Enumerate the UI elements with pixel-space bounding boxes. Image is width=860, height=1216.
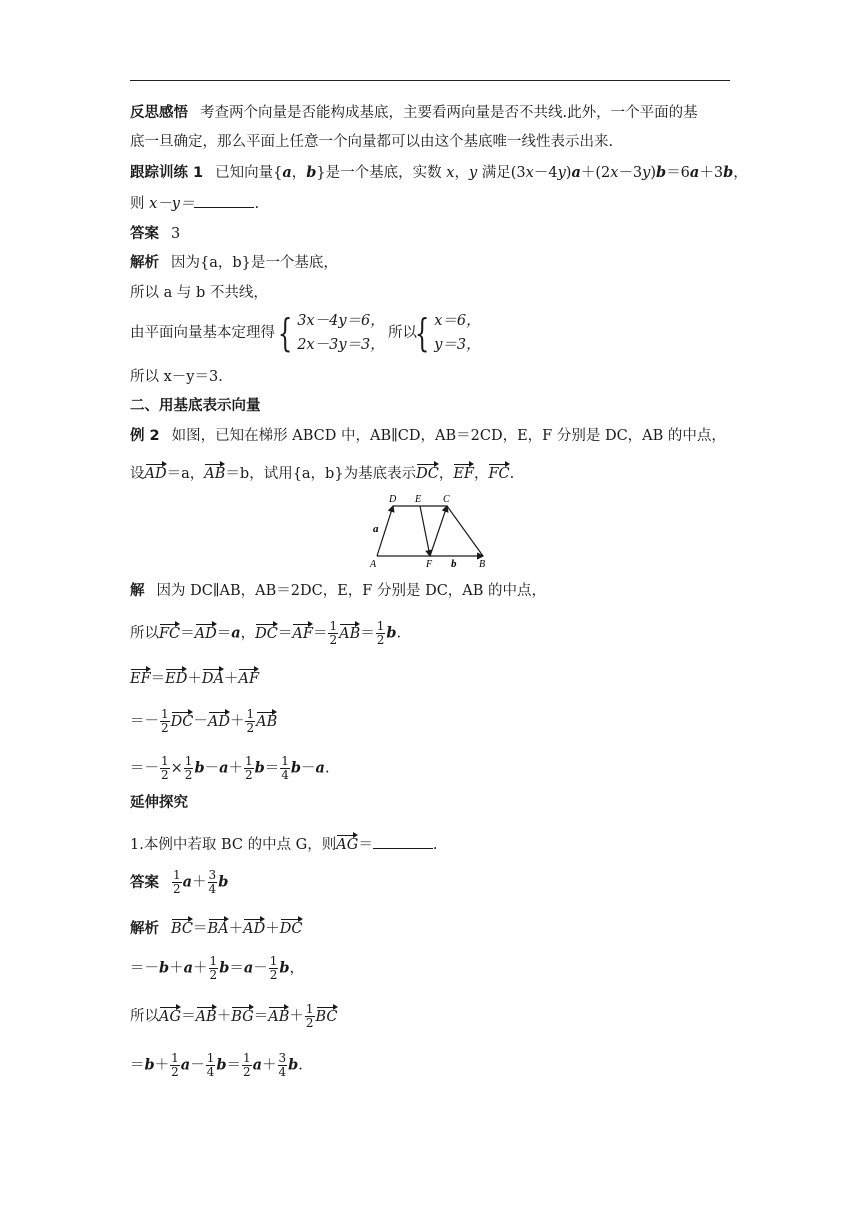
analysis-text: 所以 x－y＝3. (130, 369, 223, 385)
vector-AB: AB (204, 462, 225, 484)
extension-question-1: 1.本例中若取 BC 的中点 G，则AG＝ . (130, 833, 437, 855)
system-row: y＝3， (434, 337, 481, 353)
point-label-c: C (443, 494, 450, 505)
training-prefix: 则 (130, 196, 145, 212)
training-text: ) (650, 165, 657, 181)
extension-analysis-3: 所以AG＝AB＋BG＝AB＋ $\frac{1}{2}$ BC (130, 1002, 338, 1030)
vector-EF: EF (453, 462, 474, 484)
extension-analysis-1: 解析 BC＝BA＋AD＋DC (130, 917, 303, 939)
vector-DC: DC (255, 622, 278, 644)
system-row: x＝6， (434, 313, 481, 329)
extension-analysis-2: ＝－b＋a＋ $\frac{1}{2}$ b＝a－ $\frac{1}{2}$ b， (130, 954, 305, 982)
training-text: ＋3 (699, 165, 724, 181)
reflection-line-2 (130, 132, 613, 152)
system-row: 3x－4y＝6， (297, 313, 385, 329)
example-2-line-2 (130, 462, 514, 484)
vector-AB: AB (339, 622, 360, 644)
vector-ad-line (377, 506, 393, 556)
vector-AB: AB (268, 1005, 289, 1027)
vector-fc-line (430, 506, 447, 556)
vector-AB: AB (256, 710, 277, 732)
solution-label: 解 (130, 583, 145, 599)
vector-AG: AG (336, 833, 358, 855)
analysis-1-line-3 (130, 323, 275, 343)
vector-AD: AD (145, 462, 167, 484)
vector-BC: BC (171, 917, 193, 939)
extension-analysis-4: ＝b＋ $\frac{1}{2}$ a－ $\frac{1}{4}$ b＝ $\frac{1}{2}$ a＋ $\frac{3}{4}$ b. (130, 1051, 303, 1079)
vector-AB: AB (196, 1005, 217, 1027)
vector-AF: AF (292, 622, 313, 644)
reflection-line-1 (130, 103, 698, 123)
vector-AF: AF (238, 667, 259, 689)
point-label-a: A (370, 559, 377, 570)
example-text: 设 (130, 466, 145, 482)
example-2-line-1 (130, 426, 726, 446)
answer-blank (373, 834, 433, 849)
training-line-2: 则 x－y＝ . (130, 193, 259, 214)
training-label: 跟踪训练 1 (130, 165, 204, 181)
vector-DA: DA (202, 667, 224, 689)
extension-text: 所以 (130, 1008, 159, 1025)
answer-1 (130, 224, 180, 244)
label-vector-a: a (373, 523, 379, 535)
trapezoid-figure (365, 490, 495, 570)
reflection-text-1: 考查两个向量是否能构成基底，主要看两向量是否不共线.此外，一个平面的基 (200, 105, 698, 121)
solution-text: 所以 (130, 625, 159, 642)
solution-line-3: EF＝ED＋DA＋AF (130, 667, 259, 689)
example-text: . (509, 466, 515, 482)
answer-blank (194, 193, 254, 208)
solution-line-2: 所以FC＝AD＝a，DC＝AF＝ $\frac{1}{2}$ AB＝ $\frac{1}{2}$ b. (130, 619, 402, 647)
cb-line (447, 506, 483, 556)
example-label: 例 2 (130, 428, 160, 444)
training-text: ＝6 (666, 165, 690, 181)
vector-BC: BC (316, 1005, 338, 1027)
training-text: 满足(3 (481, 165, 526, 181)
solution-line-5: ＝－ $\frac{1}{2}$ × $\frac{1}{2}$ b－a＋ $\frac{1}{2}$ b＝ $\frac{1}{4}$ b－a. (130, 754, 330, 782)
analysis-label: 解析 (130, 255, 159, 271)
point-label-e: E (415, 494, 422, 505)
vector-AD: AD (243, 917, 265, 939)
training-line-1: 跟踪训练 1 已知向量{a，b}是一个基底，实数 x，y 满足(3x－4y)a＋(2x－3y)b＝6a＋3b， (130, 164, 748, 181)
training-text: 已知向量{ (215, 165, 283, 181)
vector-FC: FC (159, 622, 180, 644)
example-text: ＝b，试用{a，b}为基底表示 (225, 466, 417, 482)
point-label-f: F (426, 559, 433, 570)
vector-DC: DC (416, 462, 439, 484)
analysis-label: 解析 (130, 921, 159, 937)
extension-answer: 答案 $\frac{1}{2}$ a＋ $\frac{3}{4}$ b (130, 868, 229, 896)
vector-DC: DC (280, 917, 303, 939)
vector-DC: DC (171, 710, 194, 732)
example-text: ， (473, 466, 489, 482)
so-text: 所以 (388, 325, 417, 341)
solution-line-1 (130, 581, 546, 601)
equation-system-1: { 3x－4y＝6， 2x－3y＝3， (277, 311, 385, 355)
point-label-b: B (479, 559, 486, 570)
vector-AD: AD (208, 710, 230, 732)
training-text: ) (565, 165, 572, 181)
analysis-text: 由平面向量基本定理得 (130, 325, 275, 341)
point-label-d: D (389, 494, 397, 505)
analysis-1-line-1 (130, 253, 338, 273)
vector-BA: BA (208, 917, 229, 939)
header-rule (130, 80, 730, 81)
answer-label: 答案 (130, 226, 159, 242)
reflection-text-2: 底一旦确定，那么平面上任意一个向量都可以由这个基底唯一线性表示出来. (130, 134, 614, 150)
vector-ED: ED (165, 667, 187, 689)
section-title: 二、用基底表示向量 (130, 398, 261, 414)
label-vector-b: b (451, 558, 457, 570)
training-expr: x－y＝ (149, 196, 195, 212)
vector-FC: FC (488, 462, 509, 484)
answer-value: 3 (171, 226, 181, 242)
analysis-1-line-2 (130, 283, 268, 303)
example-text: ， (438, 466, 454, 482)
analysis-text: 所以 a 与 b 不共线， (130, 285, 268, 301)
reflection-label: 反思感悟 (130, 105, 188, 121)
extension-title: 延伸探究 (130, 795, 188, 811)
vector-AG: AG (159, 1005, 181, 1027)
vector-ef-line (420, 506, 430, 556)
solution-text: 因为 DC∥AB，AB＝2DC，E，F 分别是 DC，AB 的中点， (156, 583, 547, 599)
answer-label: 答案 (130, 874, 159, 891)
training-text: }是一个基底，实数 (316, 165, 442, 181)
example-text: 如图，已知在梯形 ABCD 中，AB∥CD，AB＝2CD，E，F 分别是 DC，AB 的中点， (171, 428, 726, 444)
vector-AD: AD (195, 622, 217, 644)
extension-text: 1.本例中若取 BC 的中点 G，则 (130, 837, 337, 853)
analysis-text: 因为{a，b}是一个基底， (171, 255, 338, 271)
vector-EF: EF (130, 667, 151, 689)
system-row: 2x－3y＝3， (297, 337, 385, 353)
training-text: ＋(2 (580, 165, 611, 181)
solution-line-4: ＝－ $\frac{1}{2}$ DC－AD＋ $\frac{1}{2}$ AB (130, 707, 278, 735)
example-text: ＝a， (166, 466, 205, 482)
equation-system-2: { x＝6， y＝3， (414, 311, 481, 355)
vector-BG: BG (231, 1005, 254, 1027)
analysis-1-line-4 (130, 367, 223, 387)
